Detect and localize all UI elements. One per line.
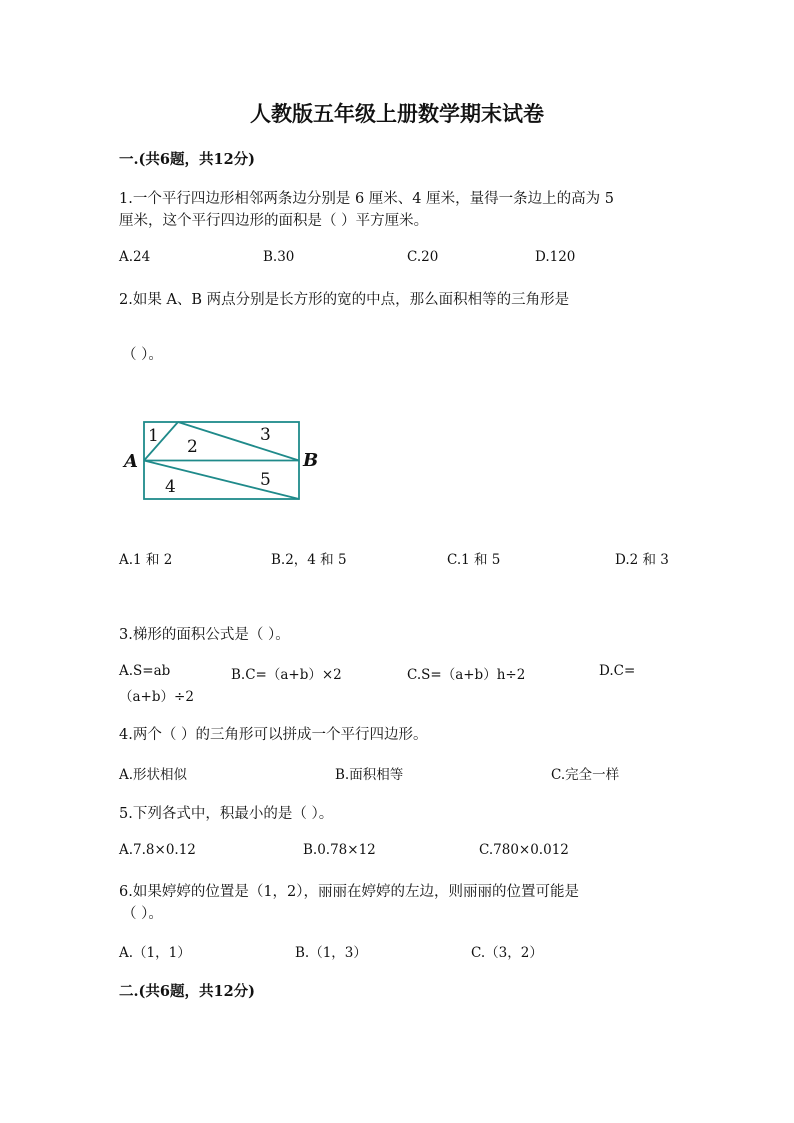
question-6-option-c[interactable]: C.（3，2）	[471, 945, 543, 961]
figure-point-a: A	[124, 451, 138, 472]
figure-label-2: 2	[187, 437, 198, 457]
question-2-option-c[interactable]: C.1 和 5	[447, 552, 501, 568]
question-6-option-b[interactable]: B.（1，3）	[295, 945, 367, 961]
figure-point-b: B	[303, 450, 319, 471]
question-3-option-d-continued: （a+b）÷2	[119, 689, 194, 705]
question-2-option-b[interactable]: B.2，4 和 5	[271, 552, 347, 568]
page-title: 人教版五年级上册数学期末试卷	[250, 101, 544, 126]
question-2-option-d[interactable]: D.2 和 3	[615, 552, 669, 568]
question-2-line-2: （ ）。	[122, 347, 163, 363]
question-1-line-1: 1.一个平行四边形相邻两条边分别是 6 厘米、4 厘米，量得一条边上的高为 5	[119, 191, 614, 207]
figure-label-3: 3	[260, 425, 271, 445]
question-4-option-a[interactable]: A.形状相似	[119, 767, 188, 783]
section-1-heading: 一.(共6题，共12分)	[119, 151, 256, 168]
question-5-option-c[interactable]: C.780×0.012	[479, 842, 569, 858]
rectangle-triangles-figure	[118, 412, 328, 506]
question-2-line-1: 2.如果 A、B 两点分别是长方形的宽的中点，那么面积相等的三角形是	[119, 292, 570, 308]
figure-label-5: 5	[260, 470, 271, 490]
section-2-heading: 二.(共6题，共12分)	[119, 983, 256, 1000]
question-4-option-b[interactable]: B.面积相等	[335, 767, 404, 783]
question-1-line-2: 厘米，这个平行四边形的面积是（ ）平方厘米。	[119, 213, 429, 229]
question-3-option-b[interactable]: B.C=（a+b）×2	[231, 667, 342, 683]
question-4-option-c[interactable]: C.完全一样	[551, 767, 620, 783]
question-3-option-a[interactable]: A.S=ab	[119, 663, 171, 679]
question-6-option-a[interactable]: A.（1，1）	[119, 945, 191, 961]
question-6-line-2: （ ）。	[122, 906, 163, 922]
question-2-option-a[interactable]: A.1 和 2	[119, 552, 173, 568]
question-3-line-1: 3.梯形的面积公式是（ ）。	[119, 627, 290, 643]
question-5-option-a[interactable]: A.7.8×0.12	[119, 842, 196, 858]
question-4-line-1: 4.两个（ ）的三角形可以拼成一个平行四边形。	[119, 727, 428, 743]
question-5-option-b[interactable]: B.0.78×12	[303, 842, 376, 858]
figure-label-4: 4	[165, 477, 176, 497]
figure-label-1: 1	[148, 426, 159, 446]
question-1-option-b[interactable]: B.30	[263, 249, 295, 265]
question-3-option-c[interactable]: C.S=（a+b）h÷2	[407, 667, 526, 683]
question-6-line-1: 6.如果婷婷的位置是（1，2），丽丽在婷婷的左边，则丽丽的位置可能是	[119, 884, 580, 900]
question-1-option-c[interactable]: C.20	[407, 249, 439, 265]
question-1-option-a[interactable]: A.24	[119, 249, 151, 265]
question-1-option-d[interactable]: D.120	[535, 249, 576, 265]
question-3-option-d[interactable]: D.C=	[599, 663, 636, 679]
question-5-line-1: 5.下列各式中，积最小的是（ ）。	[119, 806, 334, 822]
